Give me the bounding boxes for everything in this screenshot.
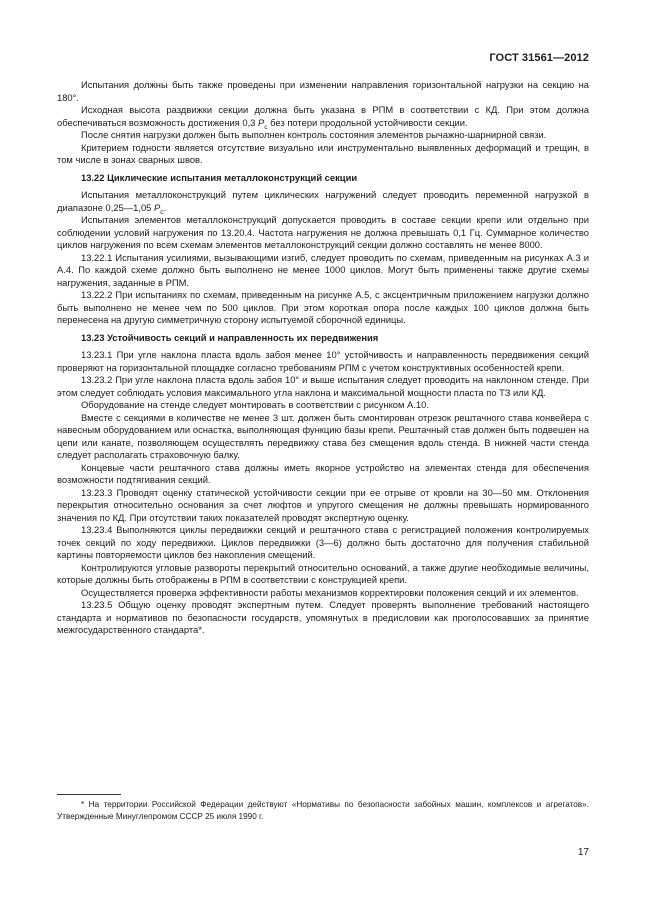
paragraph: Критерием годности является отсутствие визуально или инструментально выявленных деформаций и трещин, в том числе в зонах сварных швов.	[57, 141, 589, 165]
paragraph: После снятия нагрузки должен быть выполнен контроль состояния элементов рычажно-шарнирной связи.	[81, 129, 547, 140]
footnote-divider	[57, 794, 121, 795]
standard-header: ГОСТ 31561—2012	[489, 52, 589, 64]
paragraph: 13.23.2 При угле наклона пласта вдоль забоя 10° и выше испытания следует проводить на наклонном стенде. При этом следует соблюдать условия максимального угла наклона и максимальной мощности пласта по ТЗ или КД.	[57, 374, 589, 398]
paragraph: Испытания металлоконструкций путем циклических нагружений следует проводить переменной нагрузкой в диапазоне 0,25—1,05 $P_c$.	[57, 189, 589, 216]
paragraph: Испытания должны быть также проведены при изменении направления горизонтальной нагрузки на секцию на 180°.	[57, 79, 589, 103]
paragraph: Осуществляется проверка эффективности работы механизмов корректировки положения секций и их элементов.	[81, 586, 579, 598]
paragraph: 13.23.5 Общую оценку проводят экспертным путем. Следует проверять выполнение требований настоящего стандарта и нормативов по безопасности государств, упомянутых в предисловии как проголосовавших за принятие межгосударственного стандарта*.	[57, 599, 589, 635]
footnote: * На территории Российской Федерации действуют «Нормативы по безопасности забойных машин, комплексов и агрегатов». Утвержденные Минуглепромом СССР 25 июля 1990 г.	[57, 800, 589, 821]
paragraph: 13.23.1 При угле наклона пласта вдоль забоя менее 10° устойчивость и направленность передвижения секций проверяют на горизонтальной площадке согласно требованиям РПМ с учетом конструктивных особенностей крепи.	[57, 349, 589, 373]
paragraph: Концевые части рештачного става должны иметь якорное устройство на элементах стенда для обеспечения возможности подтягивания секций.	[57, 461, 589, 485]
page-number: 17	[577, 847, 589, 858]
paragraph: Исходная высота раздвижки секции должна быть указана в РПМ в соответствии с КД. При этом должна обеспечиваться возможность достижения 0,3 $P_c$ без потери продольной устойчивости секции.	[57, 104, 589, 131]
section-heading-13-22: 13.22 Циклические испытания металлоконструкций секции	[81, 171, 358, 183]
paragraph: 13.22.2 При испытаниях по схемам, приведенным на рисунке А.5, с эксцентричным приложением нагрузки должно быть выполнено не менее чем по 500 циклов. При этом короткая опора после каждых 100 циклов должна быть перенесена на другую симметричную сторону испытуемой сборочной единицы.	[57, 289, 589, 325]
paragraph: Контролируются угловые развороты перекрытий относительно оснований, а также другие необходимые величины, которые должны быть отображены в РПМ в соответствии с конструкцией крепи.	[57, 561, 589, 585]
paragraph: Оборудование на стенде следует монтировать в соответствии с рисунком А.10.	[81, 399, 429, 410]
paragraph: 13.23.4 Выполняются циклы передвижки секций и рештачного става с регистрацией положения контролируемых точек секций по ходу передвижки. Циклов передвижки (3—6) должно быть достаточно для получения стабильной картины повторяемости циклов без накопления смещений.	[57, 524, 589, 560]
paragraph: 13.23.3 Проводят оценку статической устойчивости секции при ее отрыве от кровли на 30—50 мм. Отклонения перекрытия относительно основания за счет люфтов и упругого смещения не должны превышать нормированного значения по КД. При отсутствии таких показателей проводят экспертную оценку.	[57, 486, 589, 523]
page-body	[57, 79, 589, 637]
paragraph: Вместе с секциями в количестве не менее 3 шт. должен быть смонтирован отрезок рештачного става конвейера с навесным оборудованием или оснастка, выполняющая функцию базы крепи. Рештачный став должен быть подвешен на цепи или канате, позволяющем осуществлять передвижку става без смещения вдоль стенда. В нижней части стенда следует располагать страховочную балку.	[57, 411, 589, 460]
paragraph: Испытания элементов металлоконструкций допускается проводить в составе секции крепи или отдельно при соблюдении условий нагружения по 13.20.4. Частота нагружения не должна превышать 0,1 Гц. Суммарное количество циклов нагружения по всем схемам элементов металлоконструкций секции должно составлять не менее 8000.	[57, 214, 589, 250]
section-heading-13-23: 13.23 Устойчивость секций и направленность их передвижения	[81, 331, 379, 343]
paragraph: 13.22.1 Испытания усилиями, вызывающими изгиб, следует проводить по схемам, приведенным на рисунках А.3 и А.4. По каждой схеме должно быть выполнено не менее 1000 циклов. Могут быть применены также другие схемы нагружения, заданные в РПМ.	[57, 251, 589, 288]
